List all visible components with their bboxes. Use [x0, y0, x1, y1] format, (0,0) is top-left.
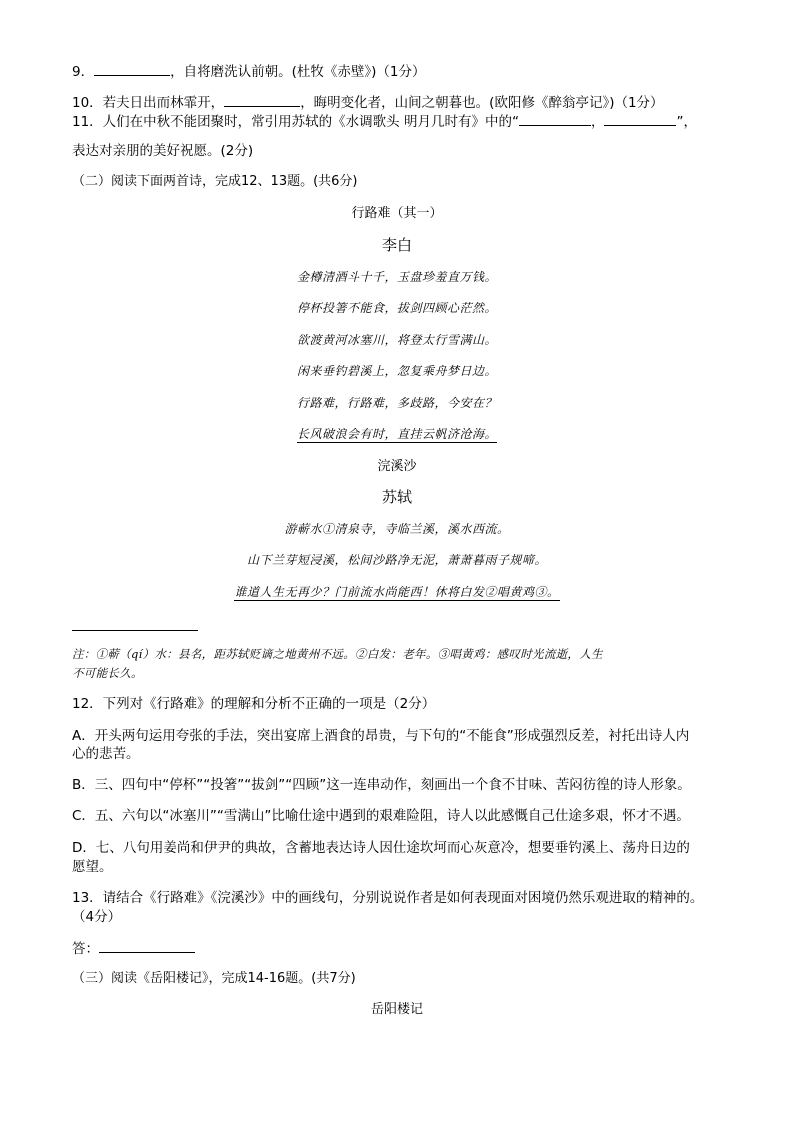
- section-3-title: 岳阳楼记: [370, 1002, 423, 1017]
- section-3-heading: [72, 969, 722, 989]
- poem-1-line: 行路难，行路难，多歧路，今安在？: [296, 396, 497, 410]
- question-12-option-c[interactable]: C．五、六句以“冰塞川”“雪满山”比喻仕途中遇到的艰难险阻，诗人以此感慨自己仕途多艰，怀才不遇。: [72, 808, 690, 824]
- question-10: [72, 92, 722, 113]
- question-12-option-d[interactable]: D．七、八句用姜尚和伊尹的典故，含蓄地表达诗人因仕途坎坷而心灰意冷，想要垂钓溪上、荡舟日边的: [72, 840, 690, 856]
- q11-comma: ，: [590, 114, 605, 130]
- footnote-line-2: 不可能长久。: [72, 666, 143, 680]
- answer-label: 答：: [72, 941, 99, 957]
- poem-2-line: 山下兰芽短浸溪，松间沙路净无泥，萧萧暮雨子规啼。: [246, 553, 547, 567]
- poem-2-underlined-line: [0, 583, 794, 601]
- poem-2-line: 游蕲水①清泉寺，寺临兰溪，溪水西流。: [284, 522, 510, 536]
- question-12-option-d-cont: 愿望。: [72, 859, 113, 875]
- section-2-heading: [72, 172, 722, 192]
- poem-1-line: 闲来垂钓碧溪上，忽复乘舟梦日边。: [296, 364, 497, 378]
- section-2-heading-text: （二）阅读下面两首诗，完成12、13题。(共6分): [72, 174, 358, 189]
- poem-1-underlined-text: 长风破浪会有时，直挂云帆济沧海。: [296, 427, 497, 441]
- question-12-stem: 12．下列对《行路难》的理解和分析不正确的一项是（2分）: [72, 696, 436, 712]
- question-12-option-a-cont: 心的悲苦。: [72, 746, 140, 762]
- question-11-line-2: [72, 141, 722, 161]
- q9-text: ，自将磨洗认前朝。(杜牧《赤壁》)（1分）: [170, 64, 426, 80]
- q10-text-before: 10．若夫日出而林霏开，: [72, 95, 225, 111]
- question-9: [72, 61, 722, 82]
- question-13-stem-cont: （4分）: [72, 909, 122, 925]
- poem-1-title: 行路难（其一）: [351, 206, 443, 221]
- q9-answer-blank[interactable]: [94, 61, 170, 76]
- question-12-option-a[interactable]: A．开头两句运用夸张的手法，突出宴席上酒食的昂贵，与下句的“不能食”形成强烈反差，衬托出诗人内: [72, 728, 690, 744]
- poem-2-title: 浣溪沙: [377, 459, 417, 474]
- q11-line-2-text: 表达对亲朋的美好祝愿。(2分): [72, 143, 254, 159]
- poem-1-underlined-line: [0, 425, 794, 443]
- section-3-heading-text: （三）阅读《岳阳楼记》，完成14-16题。(共7分): [72, 971, 356, 986]
- poem-1-line: 金樽清酒斗十千，玉盘珍羞直万钱。: [296, 270, 497, 284]
- poem-1-line: 停杯投箸不能食，拔剑四顾心茫然。: [296, 301, 497, 315]
- poem-1-line: 欲渡黄河冰塞川，将登太行雪满山。: [296, 333, 497, 347]
- q11-text-after: ”，: [676, 114, 697, 130]
- question-13-stem: 13．请结合《行路难》《浣溪沙》中的画线句，分别说说作者是如何表现面对困境仍然乐观进取的精神的。: [72, 890, 704, 906]
- q11-answer-blank-2[interactable]: [604, 111, 676, 126]
- question-11: [72, 111, 722, 132]
- footnote-line-1: 注：①蕲（qí）水：县名，距苏轼贬谪之地黄州不远。②白发：老年。③唱黄鸡：感叹时光流逝，人生: [72, 647, 603, 661]
- poem-1-author: 李白: [381, 236, 412, 254]
- q10-text-after: ，晦明变化者，山间之朝暮也。(欧阳修《醉翁亭记》)（1分）: [300, 95, 664, 111]
- footnote-divider: [72, 630, 198, 631]
- q9-number: 9．: [72, 64, 95, 80]
- poem-2-underlined-text: 谁道人生无再少？门前流水尚能西！休将白发②唱黄鸡③。: [234, 585, 560, 599]
- q11-answer-blank-1[interactable]: [519, 111, 591, 126]
- q11-text-before: 11．人们在中秋不能团聚时，常引用苏轼的《水调歌头 明月几时有》中的“: [72, 114, 519, 130]
- poem-2-author: 苏轼: [381, 488, 412, 506]
- question-12-option-b[interactable]: B．三、四句中“停杯”“投箸”“拔剑”“四顾”这一连串动作，刻画出一个食不甘味、苦闷彷徨的诗人形象。: [72, 777, 691, 793]
- q10-answer-blank[interactable]: [224, 92, 300, 107]
- question-13-answer: [72, 938, 722, 959]
- q13-answer-blank[interactable]: [99, 938, 195, 953]
